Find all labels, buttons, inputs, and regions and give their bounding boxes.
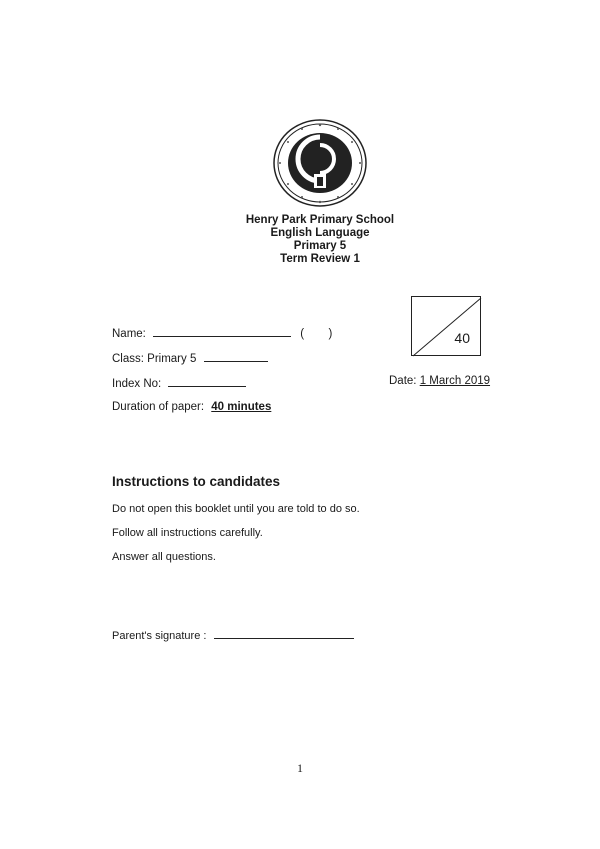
index-field[interactable]: [168, 376, 246, 387]
index-row: [112, 376, 246, 390]
name-paren-open: (: [300, 328, 305, 340]
signature-row: [112, 628, 354, 642]
score-diagonal: [412, 297, 482, 357]
signature-label: Parent's signature :: [112, 630, 207, 642]
exam-title: Term Review 1: [280, 253, 360, 265]
class-label: Class: Primary 5: [112, 353, 197, 365]
date-label: Date:: [389, 375, 417, 387]
school-heading: [200, 214, 440, 266]
name-label: Name:: [112, 328, 146, 340]
instruction-item: Follow all instructions carefully.: [112, 527, 263, 539]
duration-label: Duration of paper:: [112, 401, 205, 413]
instruction-item: Answer all questions.: [112, 551, 216, 563]
class-field[interactable]: [204, 351, 268, 362]
class-row: [112, 351, 268, 365]
signature-field[interactable]: [214, 628, 354, 639]
name-field[interactable]: [153, 326, 291, 337]
school-crest-logo: [272, 118, 368, 208]
score-total: 40: [454, 330, 470, 346]
name-paren-close: ): [328, 328, 333, 340]
date-row: [389, 375, 490, 387]
index-label: Index No:: [112, 378, 162, 390]
school-name: Henry Park Primary School: [245, 214, 395, 226]
page-number: 1: [297, 761, 303, 775]
subject: English Language: [270, 227, 370, 239]
level: Primary 5: [293, 240, 347, 252]
duration-value: 40 minutes: [211, 401, 272, 413]
date-value: 1 March 2019: [419, 375, 491, 387]
instruction-item: Do not open this booklet until you are told to do so.: [112, 503, 360, 515]
score-box: [411, 296, 481, 356]
instructions-title: Instructions to candidates: [112, 474, 281, 489]
duration-row: [112, 401, 271, 413]
name-row: [112, 326, 332, 340]
